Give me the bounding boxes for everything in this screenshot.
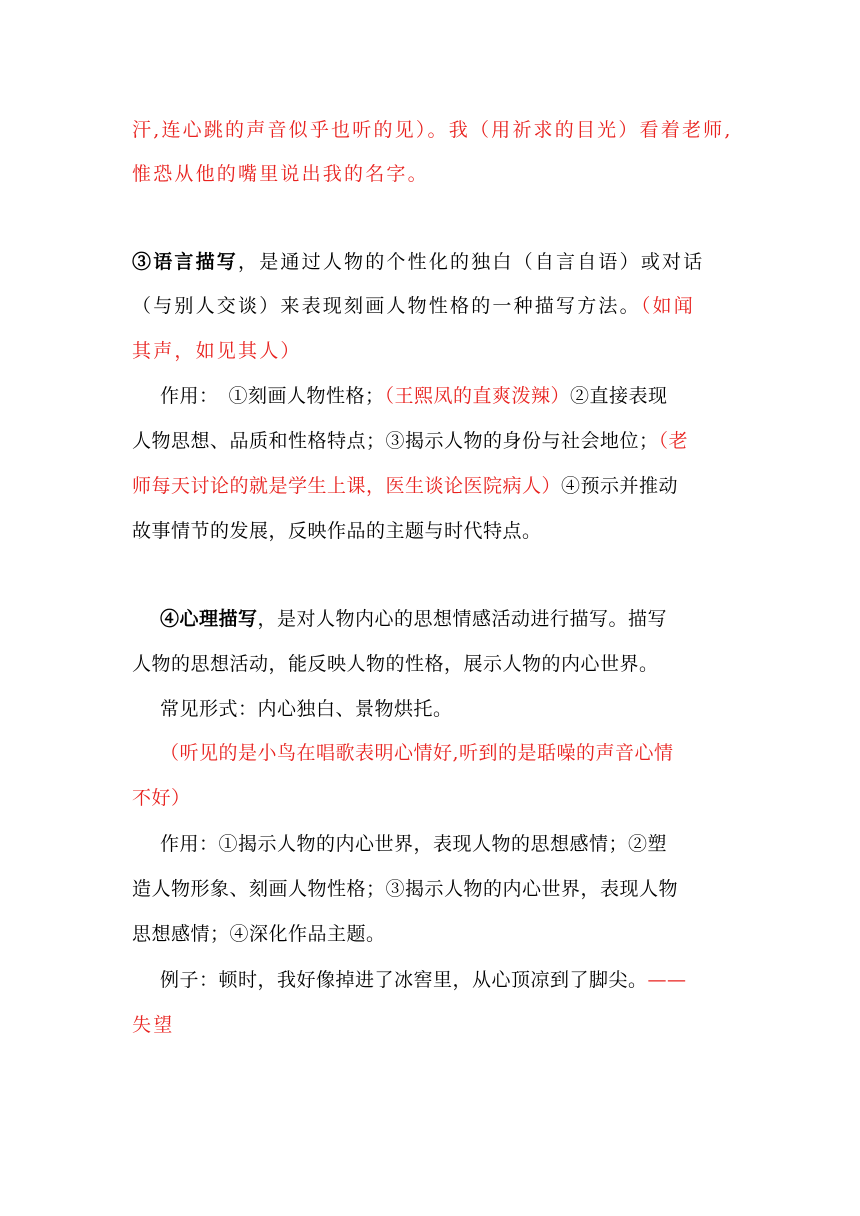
language-description-line-1 [132, 249, 732, 275]
psychology-example-line-1: （听见的是小鸟在唱歌表明心情好,听到的是聒噪的声音心情 [160, 742, 674, 764]
psychology-line-2: 人物的思想活动，能反映人物的性格，展示人物的内心世界。 [132, 653, 659, 675]
language-example-note: （如闻 [640, 295, 695, 317]
example-answer: 失望 [132, 1014, 175, 1036]
section-heading-language: ③语言描写 [132, 251, 239, 273]
effect-line-2 [132, 428, 732, 454]
effect-text-2: 人物思想、品质和性格特点；③揭示人物的身份与社会地位； [132, 430, 659, 452]
effect-example-2: （老 [658, 430, 689, 452]
section-heading-psychology: ④心理描写 [160, 608, 258, 630]
continuation-line-2: 惟恐从他的嘴里说出我的名字。 [132, 163, 429, 185]
example-line-1 [160, 967, 760, 993]
example-dash: —— [647, 969, 687, 991]
psychology-effect-line-3: 思想感情；④深化作品主题。 [132, 923, 386, 945]
effect-example-1: （王熙凤的直爽泼辣） [384, 385, 571, 407]
language-description-line-2 [132, 293, 732, 319]
effect-example-2-cont: 师每天讨论的就是学生上课，医生谈论医院病人） [132, 475, 562, 497]
psychology-definition-text: ，是对人物内心的思想情感活动进行描写。描写 [257, 608, 668, 630]
language-definition-text-2: （与别人交谈）来表现刻画人物性格的一种描写方法。 [132, 295, 641, 317]
effect-line-1 [160, 383, 760, 409]
effect-label: 作用： ①刻画人物性格； [160, 385, 385, 407]
effect-line-3 [132, 473, 732, 499]
psychology-line-1 [160, 606, 760, 632]
psychology-effect-line-2: 造人物形象、刻画人物性格；③揭示人物的内心世界，表现人物 [132, 878, 679, 900]
example-text: 例子：顿时，我好像掉进了冰窖里，从心顶凉到了脚尖。 [160, 969, 648, 991]
effect-point-2: ②直接表现 [570, 385, 668, 407]
continuation-line-1: 汗,连心跳的声音似乎也听的见）。我（用祈求的目光）看着老师, [132, 119, 733, 141]
language-definition-text: ，是通过人物的个性化的独白（自言自语）或对话 [238, 251, 705, 273]
effect-line-4: 故事情节的发展，反映作品的主题与时代特点。 [132, 520, 542, 542]
psychology-example-line-2: 不好） [132, 787, 191, 809]
language-example-note-2: 其声，如见其人） [132, 340, 302, 362]
common-forms-line: 常见形式：内心独白、景物烘托。 [160, 698, 453, 720]
effect-point-4: ④预示并推动 [561, 475, 679, 497]
psychology-effect-line-1: 作用：①揭示人物的内心世界，表现人物的思想感情；②塑 [160, 833, 668, 855]
